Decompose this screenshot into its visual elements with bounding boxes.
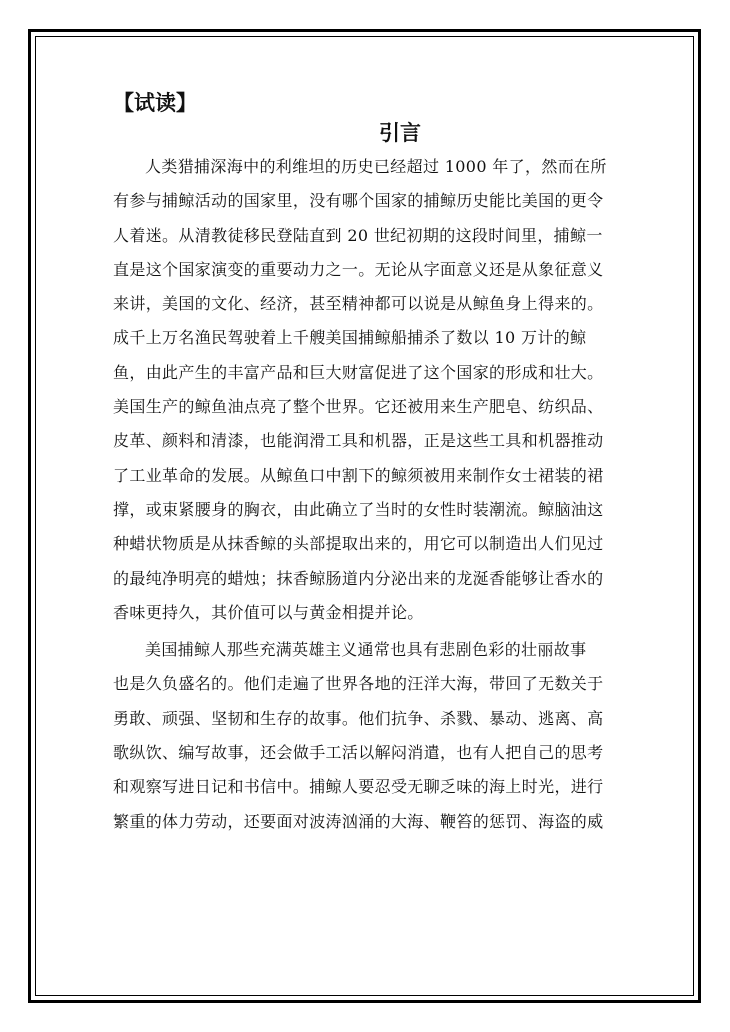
paragraph-line: 撑，或束紧腰身的胸衣，由此确立了当时的女性时装潮流。鲸脑油这 xyxy=(113,499,604,519)
body-text xyxy=(113,150,627,839)
paragraph-line: 皮革、颜料和清漆，也能润滑工具和机器，正是这些工具和机器推动 xyxy=(113,431,604,451)
paragraph-line: 美国捕鲸人那些充满英雄主义通常也具有悲剧色彩的壮丽故事 xyxy=(145,640,587,660)
page-content xyxy=(113,88,627,839)
paragraph xyxy=(113,150,627,630)
paragraph-line: 香味更持久，其价值可以与黄金相提并论。 xyxy=(113,602,424,622)
paragraph-line: 成千上万名渔民驾驶着上千艘美国捕鲸船捕杀了数以 10 万计的鲸 xyxy=(113,328,587,348)
paragraph-line: 繁重的体力劳动，还要面对波涛汹涌的大海、鞭笞的惩罚、海盗的威 xyxy=(113,811,604,831)
paragraph-line: 鱼，由此产生的丰富产品和巨大财富促进了这个国家的形成和壮大。 xyxy=(113,362,604,382)
paragraph-line: 美国生产的鲸鱼油点亮了整个世界。它还被用来生产肥皂、纺织品、 xyxy=(113,397,604,417)
paragraph-line: 了工业革命的发展。从鲸鱼口中割下的鲸须被用来制作女士裙装的裙 xyxy=(113,465,604,485)
paragraph-line: 和观察写进日记和书信中。捕鲸人要忍受无聊乏味的海上时光，进行 xyxy=(113,777,604,797)
paragraph-line: 的最纯净明亮的蜡烛；抹香鲸肠道内分泌出来的龙涎香能够让香水的 xyxy=(113,568,604,588)
chapter-title: 引言 xyxy=(379,121,421,145)
paragraph-line: 人着迷。从清教徒移民登陆直到 20 世纪初期的这段时间里，捕鲸一 xyxy=(113,225,603,245)
paragraph-line: 来讲，美国的文化、经济，甚至精神都可以说是从鲸鱼身上得来的。 xyxy=(113,294,604,314)
paragraph-line: 有参与捕鲸活动的国家里，没有哪个国家的捕鲸历史能比美国的更令 xyxy=(113,191,604,211)
paragraph-line: 歌纵饮、编写故事，还会做手工活以解闷消遣，也有人把自己的思考 xyxy=(113,743,604,763)
paragraph-line: 直是这个国家演变的重要动力之一。无论从字面意义还是从象征意义 xyxy=(113,259,604,279)
paragraph-line: 勇敢、顽强、坚韧和生存的故事。他们抗争、杀戮、暴动、逃离、高 xyxy=(113,708,604,728)
paragraph xyxy=(113,633,627,839)
trial-read-tag: 【试读】 xyxy=(113,91,197,115)
paragraph-line: 人类猎捕深海中的利维坦的历史已经超过 1000 年了，然而在所 xyxy=(145,157,607,176)
paragraph-line: 也是久负盛名的。他们走遍了世界各地的汪洋大海，带回了无数关于 xyxy=(113,674,604,694)
paragraph-line: 种蜡状物质是从抹香鲸的头部提取出来的，用它可以制造出人们见过 xyxy=(113,534,604,554)
